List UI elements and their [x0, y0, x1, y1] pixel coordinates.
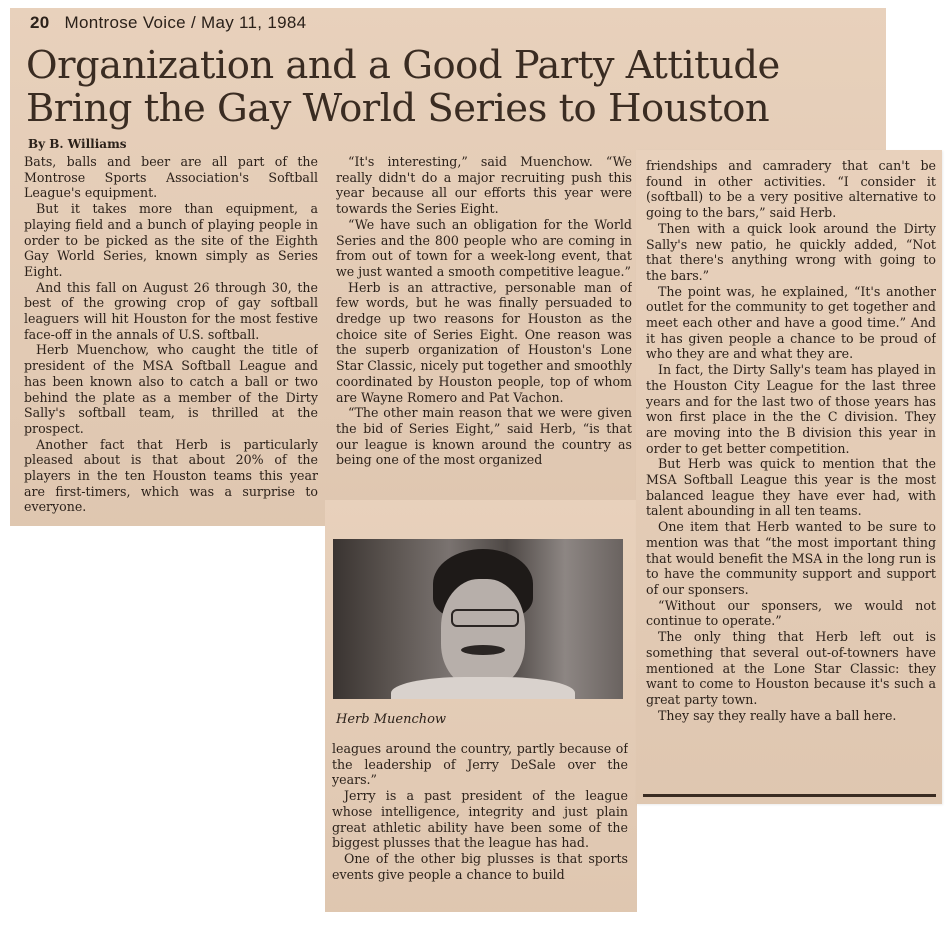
paragraph: In fact, the Dirty Sally's team has played in the Houston City League for the last three years and for the last two of those years has won first place in the the C division. They are moving into the B division this year in order to get better competition. — [646, 362, 936, 456]
paragraph: “It's interesting,” said Muenchow. “We really didn't do a major recruiting push this year because all our efforts this year were towards the Series Eight. — [336, 154, 632, 217]
paragraph: Bats, balls and beer are all part of the Montrose Sports Association's Softball League's equipment. — [24, 154, 318, 201]
paragraph: But it takes more than equipment, a playing field and a bunch of playing people in order to be picked as the site of the Eighth Gay World Series, known simply as Series Eight. — [24, 201, 318, 279]
headline: Organization and a Good Party Attitude Bring the Gay World Series to Houston — [26, 43, 780, 131]
photo-face — [441, 579, 525, 687]
paragraph: Herb is an attractive, personable man of few words, but he was finally persuaded to dredge up two reasons for Houston as the choice site of Series Eight. One reason was the superb organization of Houston's Lone Star Classic, nicely put together and smoothly coordinated by Houston people, top of whom are Wayne Romero and Pat Vachon. — [336, 279, 632, 405]
paragraph: The point was, he explained, “It's another outlet for the community to get together and meet each other and have a good time.” And it has given people a chance to be proud of who they are and what they are. — [646, 283, 936, 362]
page-number: 20 — [30, 13, 50, 32]
paragraph: leagues around the country, partly because of the leadership of Jerry DeSale over the years.” — [332, 741, 628, 788]
paragraph: “The other main reason that we were given the bid of Series Eight,” said Herb, “is that our league is known around the country as being one of the most organized — [336, 405, 632, 468]
paragraph: Jerry is a past president of the league whose intelligence, integrity and just plain great athletic ability have been some of the biggest plusses that the league has had. — [332, 788, 628, 851]
paragraph: Then with a quick look around the Dirty Sally's new patio, he quickly added, “Not that there's anything wrong with going to the bars.” — [646, 220, 936, 283]
byline: By B. Williams — [28, 137, 127, 151]
photo-shirt — [391, 677, 575, 699]
paragraph: But Herb was quick to mention that the MSA Softball League this year is the most balanced league they have ever had, with talent abounding in all ten teams. — [646, 456, 936, 519]
paragraph: Herb Muenchow, who caught the title of president of the MSA Softball League and has been known also to catch a ball or two behind the plate as a member of the Dirty Sally's softball team, is thrilled at the prospect. — [24, 342, 318, 436]
photo-caption: Herb Muenchow — [336, 712, 447, 727]
paragraph: They say they really have a ball here. — [658, 707, 897, 723]
photo-glasses — [451, 609, 519, 627]
publication-line: Montrose Voice / May 11, 1984 — [64, 13, 307, 32]
page-header — [30, 13, 306, 33]
paragraph: One of the other big plusses is that sports events give people a chance to build — [332, 850, 628, 882]
photo-mustache — [461, 645, 505, 655]
article-column-1 — [24, 154, 318, 524]
paragraph: One item that Herb wanted to be sure to mention was that “the most important thing that would benefit the MSA in the long run is to have the community support and support of our sponsers. — [646, 519, 936, 597]
paragraph: “Without our sponsers, we would not continue to operate.” — [646, 597, 936, 629]
end-rule — [643, 794, 936, 797]
paragraph: And this fall on August 26 through 30, the best of the growing crop of gay softball leaguers will hit Houston for the most festive face-off in the annals of U.S. softball. — [24, 279, 318, 342]
paragraph: The only thing that Herb left out is something that several out-of-towners have mentioned at the Lone Star Classic: they want to come to Houston because it's such a great party town. — [646, 629, 936, 707]
portrait-photo — [333, 539, 623, 699]
paragraph: Another fact that Herb is particularly pleased about is that about 20% of the players in the ten Houston teams this year are first-timers, which was a surprise to everyone. — [24, 436, 318, 515]
article-column-2-continued — [332, 741, 628, 911]
paragraph: friendships and camradery that can't be found in other activities. “I consider it (softball) to be a very positive alternative to going to the bars,” said Herb. — [646, 158, 936, 221]
article-column-2 — [336, 154, 632, 534]
paragraph: “We have such an obligation for the World Series and the 800 people who are coming in from out of town for a week-long event, that we just wanted a smooth competitive league.” — [336, 216, 632, 279]
article-column-3 — [646, 158, 936, 788]
